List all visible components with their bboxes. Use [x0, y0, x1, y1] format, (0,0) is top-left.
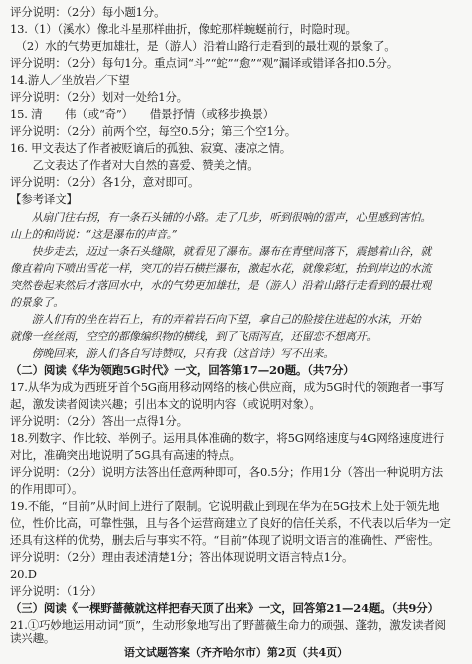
text-line: 读兴趣。: [10, 632, 56, 645]
text-line: 评分说明：（2分）各1分，意对即可。: [10, 175, 200, 189]
text-line: 位，性价比高，可靠性强，且与各个运营商建立了良好的信任关系，不代表以后华为一定: [10, 516, 451, 530]
text-line: 21.①巧妙地运用动词“顶”，生动形象地写出了野蔷薇生命力的顽强、蓬勃，激发读者阅: [10, 618, 446, 632]
text-line: 起，激发读者阅读兴趣；引出本文的说明内容（或说明对象）。: [10, 397, 321, 411]
text-line: 17.从华为成为西班牙首个5G商用移动网络的核心供应商，成为5G时代的领跑者一事写: [10, 380, 445, 394]
section-heading: 【参考译文】: [10, 192, 78, 206]
text-line: 评分说明：（2分）前两个空，每空0.5分；第三个空1分。: [10, 124, 297, 138]
text-line: 评分说明：（2分）理由表述清楚1分；答出体现说明文语言特点1分。: [10, 550, 354, 564]
text-line: 19.不能，“目前”从时间上进行了限制。它说明截止到现在华为在5G技术上处于领先地: [10, 499, 440, 513]
text-line: 评分说明：（2分）说明方法答出任意两种即可，各0.5分；作用1分（答出一种说明方法: [10, 465, 443, 479]
page-footer: 语文试题答案（齐齐哈尔市）第2页（共4页）: [123, 646, 349, 659]
text-line: 20.D: [10, 567, 37, 581]
text-line: 评分说明：（1分）: [10, 584, 102, 598]
text-line: （2）水的气势更加雄壮，是（游人）沿着山路行走看到的最壮观的景象了。: [10, 39, 396, 53]
text-line: 评分说明：（2分）每小题1分。: [10, 5, 166, 19]
text-line: 评分说明：（2分）每句1分。重点词“斗”“蛇”“愈”“观”漏译或错译各扣0.5分。: [10, 56, 399, 70]
text-line: 14.游人／坐放岩／下望: [10, 73, 130, 87]
translation-line: 游人们有的坐在岩石上，有的弄着岩石向下望，拿自己的脸接住进起的水沫，开始: [10, 313, 421, 326]
translation-line: 的景象了。: [10, 296, 64, 309]
text-line: 还具有这样的优势，删去后与事实不符。“目前”体现了说明文语言的准确性、严密性。: [10, 533, 440, 547]
text-line: 评分说明：（2分）答出一点得1分。: [10, 414, 188, 428]
translation-line: 像直着向下喷出雪花一样，突兀的岩石横拦瀑布，激起水花，就像彩虹，抬到岸边的水流: [10, 262, 432, 275]
translation-line: 就像一丝丝雨，空空的都像编织物的横线，到了飞雨泻直，还留恋不想离开。: [10, 330, 378, 343]
text-line: 对比，准确突出地说明了5G具有高速的特点。: [10, 448, 241, 462]
text-line: 评分说明：（2分）划对一处给1分。: [10, 90, 188, 104]
translation-line: 快步走去，迈过一条石头缝隙，就看见了瀑布。瀑布在青壁间落下，震撼着山谷，就: [10, 245, 432, 258]
text-line: 15. 清 伟（或“奇”） 借景抒情（或移步换景）: [10, 107, 275, 121]
text-line: 16. 甲文表达了作者被贬谪后的孤独、寂寞、凄凉之情。: [10, 141, 292, 155]
section-heading: （二）阅读《华为领跑5G时代》一文，回答第17—20题。（共7分）: [10, 363, 355, 377]
text-line: 13.（1）（溪水）像北斗星那样曲折，像蛇那样蜿蜒前行，时隐时现。: [10, 22, 357, 36]
translation-line: 傍晚回来，游人们各自写诗赞叹，只有我（这首诗）写不出来。: [10, 347, 334, 360]
translation-line: 山上的和尚说：“这是瀑布的声音。”: [10, 228, 178, 241]
translation-line: 突然卷起来然后才落回水中，水的气势更加雄壮，是（游人）沿着山路行走看到的最壮观: [10, 279, 432, 292]
text-line: 乙文表达了作者对大自然的喜爱、赞美之情。: [10, 158, 259, 172]
text-line: 18.列数字、作比较、举例子。运用具体准确的数字，将5G网络速度与4G网络速度进行: [10, 431, 445, 445]
translation-line: 从扇门往右拐，有一条石头铺的小路。走了几步，听到很响的雷声，心里感到害怕。: [10, 211, 432, 224]
text-line: 的作用即可）。: [10, 482, 84, 496]
section-heading: （三）阅读《一棵野蔷薇就这样把春天顶了出来》一文，回答第21—24题。（共9分）: [10, 601, 439, 615]
